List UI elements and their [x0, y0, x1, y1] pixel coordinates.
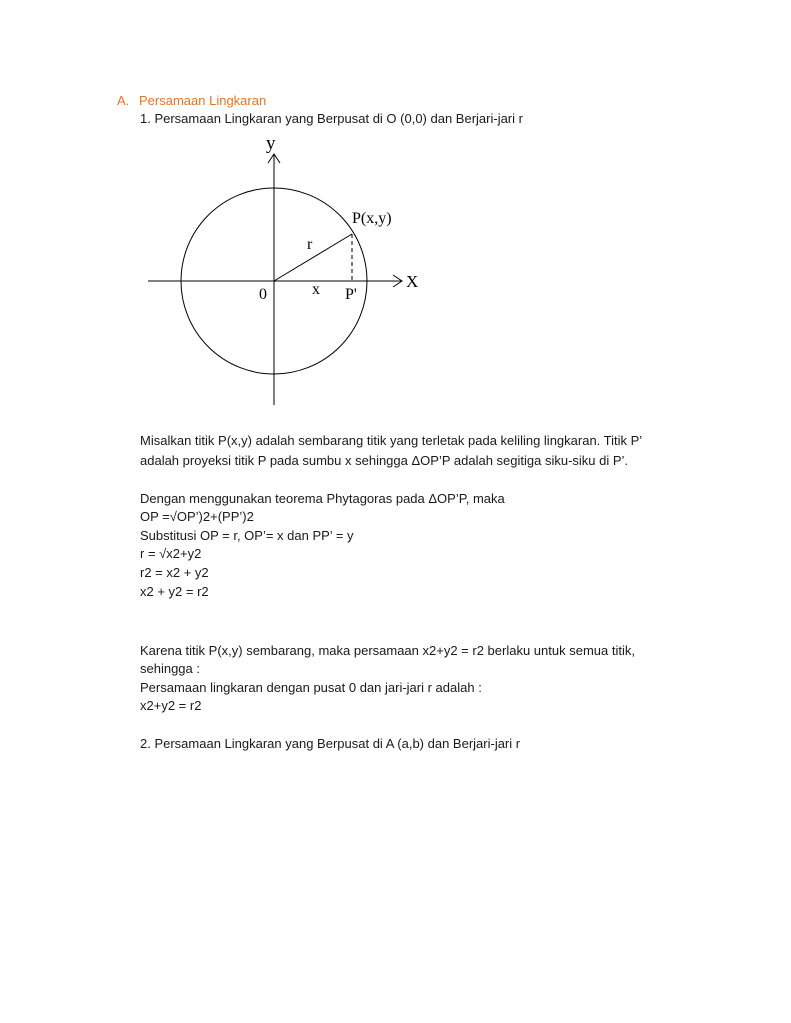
radius-line [274, 234, 352, 281]
derivation-step-1: OP =√OP’)2+(PP’)2 [140, 509, 254, 524]
radius-label: r [307, 236, 313, 253]
x-axis [148, 275, 402, 287]
conclusion-line-3: Persamaan lingkaran dengan pusat 0 dan jari-jari r adalah : [140, 680, 482, 695]
derivation-step-3: r = √x2+y2 [140, 546, 202, 561]
projection-point-label: P' [345, 286, 357, 303]
conclusion-line-4: x2+y2 = r2 [140, 698, 202, 713]
y-axis [268, 154, 280, 405]
derivation-intro: Dengan menggunakan teorema Phytagoras pada ΔOP’P, maka [140, 491, 505, 506]
y-axis-label: y [266, 133, 276, 154]
subsection-2-title: 2. Persamaan Lingkaran yang Berpusat di A (a,b) dan Berjari-jari r [140, 736, 521, 751]
section-marker: A. [117, 93, 130, 108]
section-title: Persamaan Lingkaran [139, 93, 267, 108]
origin-label: 0 [259, 286, 267, 303]
derivation-step-2: Substitusi OP = r, OP’= x dan PP’ = y [140, 528, 354, 543]
x-segment-label: x [312, 281, 320, 298]
circle-diagram [0, 125, 791, 545]
derivation-step-5: x2 + y2 = r2 [140, 584, 209, 599]
subsection-1-title: 1. Persamaan Lingkaran yang Berpusat di O (0,0) dan Berjari-jari r [140, 111, 523, 126]
conclusion-line-1: Karena titik P(x,y) sembarang, maka persamaan x2+y2 = r2 berlaku untuk semua titik, [140, 643, 635, 658]
paragraph-1-line-2: adalah proyeksi titik P pada sumbu x sehingga ΔOP’P adalah segitiga siku-siku di P’. [140, 453, 629, 468]
paragraph-1-line-1: Misalkan titik P(x,y) adalah sembarang titik yang terletak pada keliling lingkaran. Titik P’ [140, 433, 643, 448]
point-label: P(x,y) [352, 210, 392, 227]
conclusion-line-2: sehingga : [140, 661, 200, 676]
section-heading [117, 92, 266, 110]
x-axis-label: X [406, 272, 419, 291]
derivation-step-4: r2 = x2 + y2 [140, 565, 209, 580]
